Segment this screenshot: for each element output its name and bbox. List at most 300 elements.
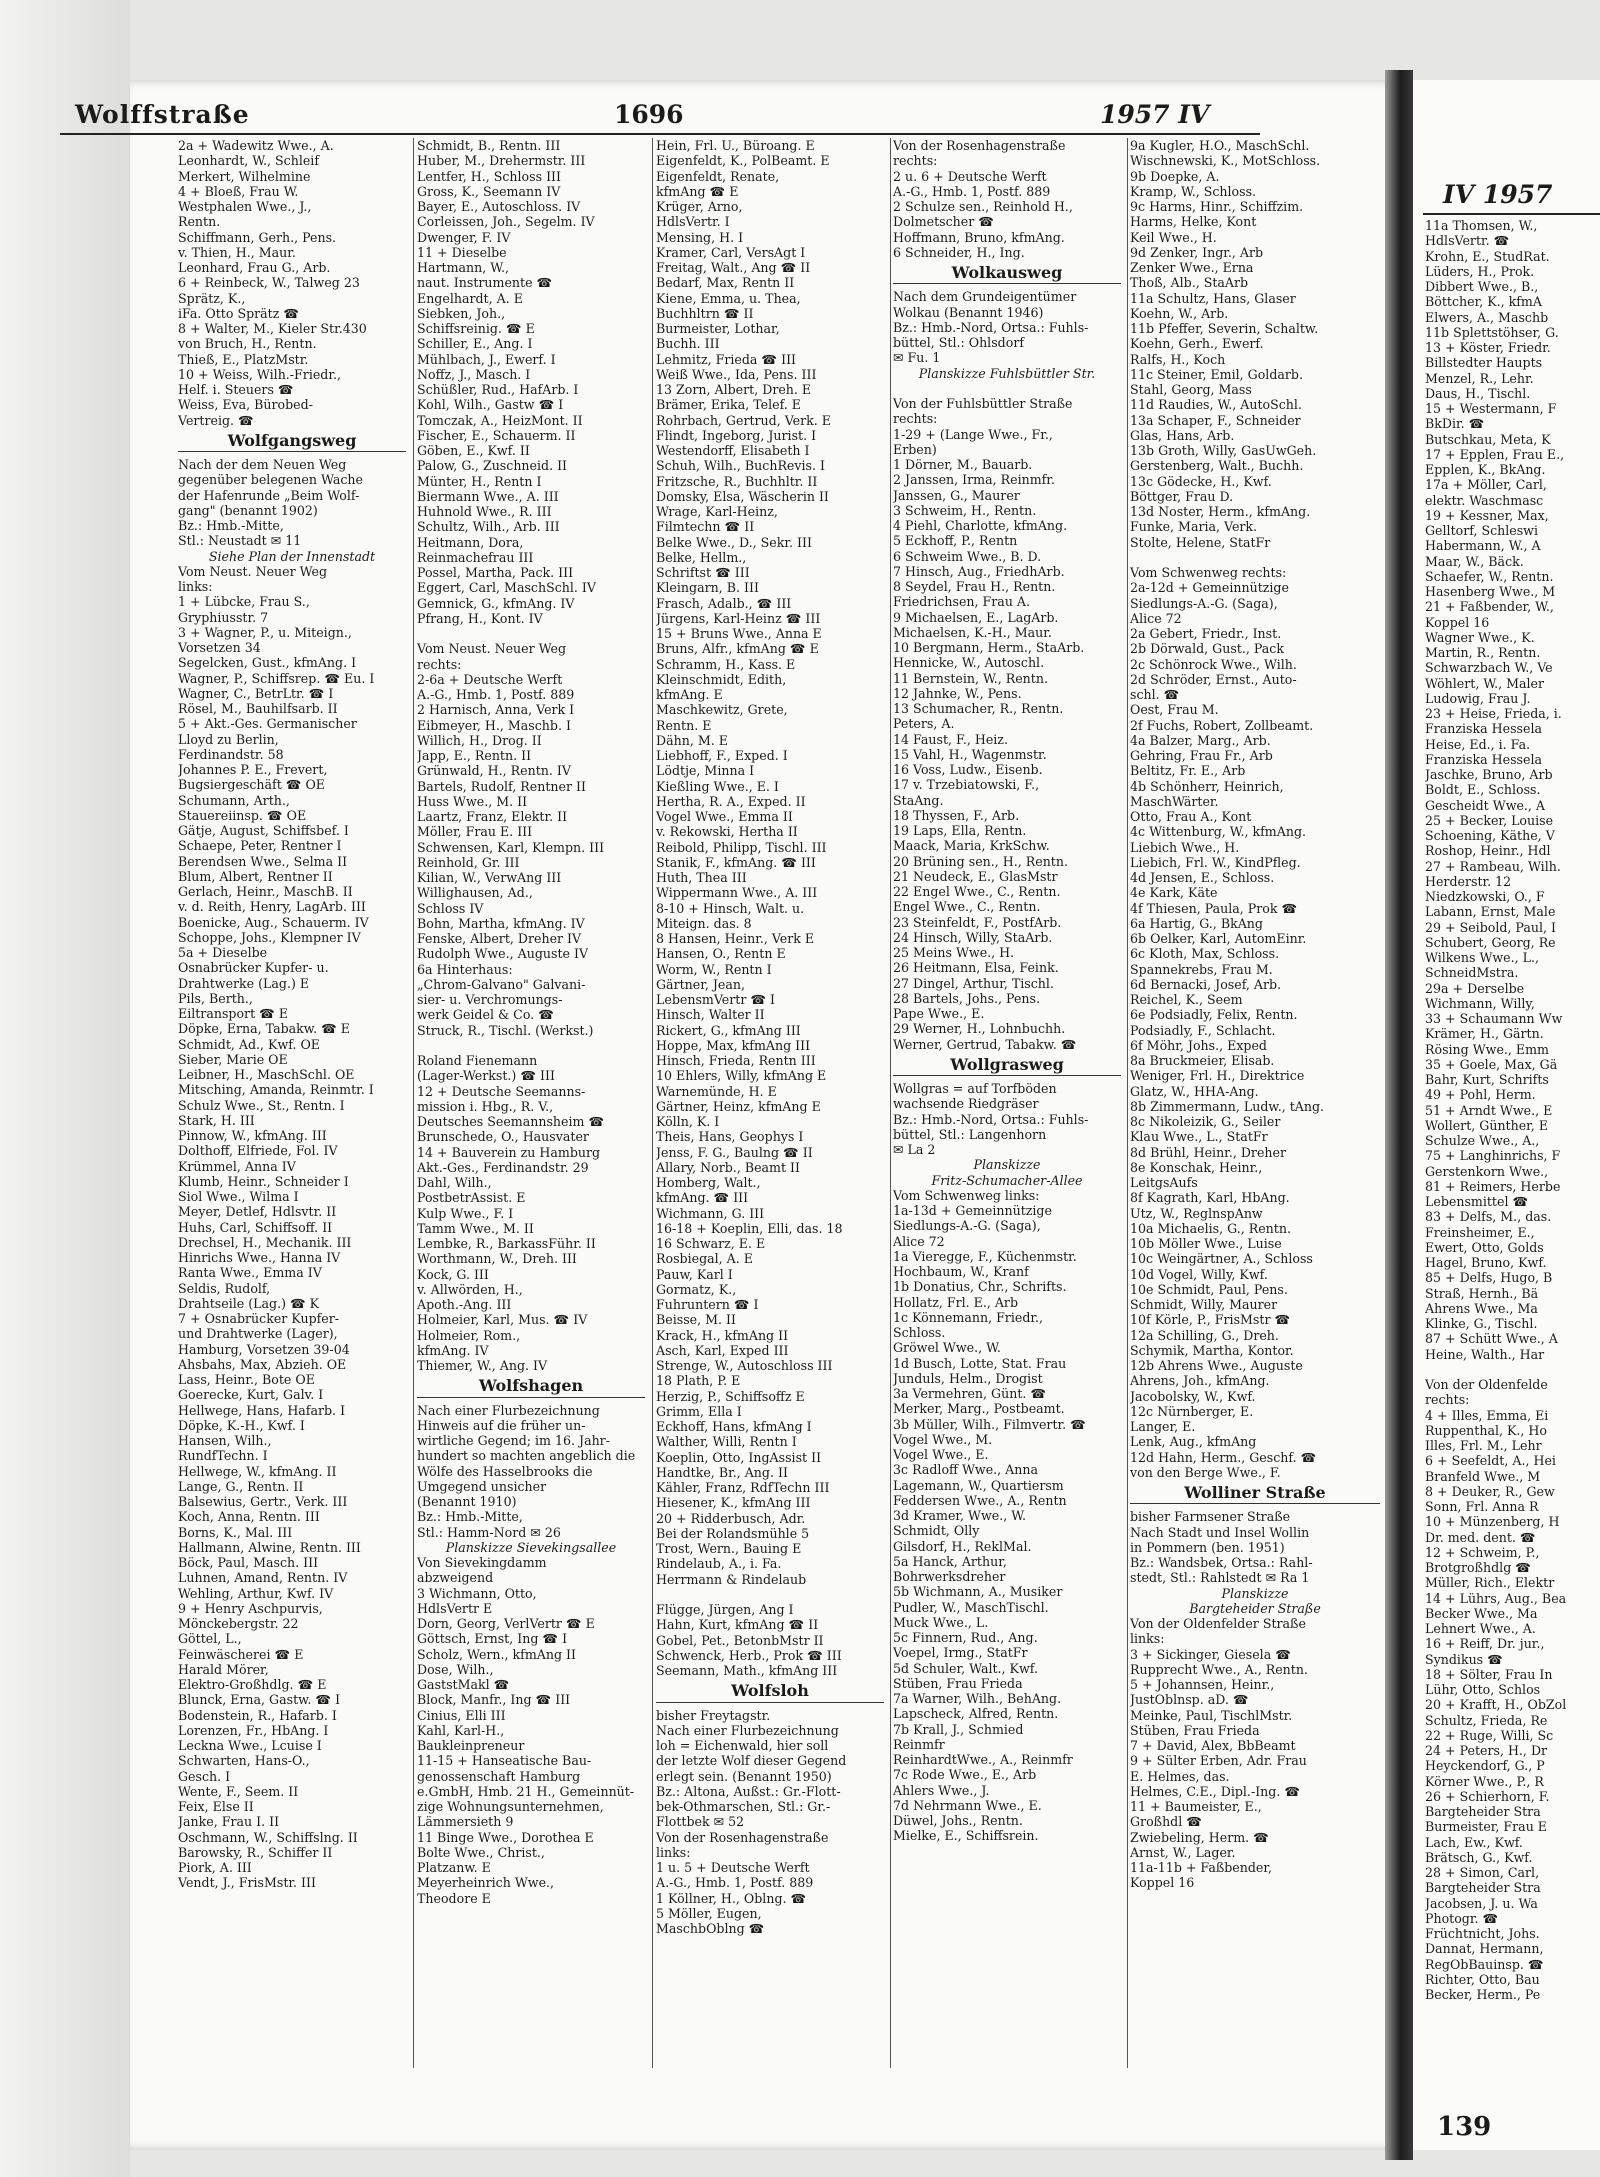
directory-entry: Flottbek ✉ 52 bbox=[656, 1814, 745, 1830]
directory-entry: Tomczak, A., HeizMont. II bbox=[417, 412, 583, 428]
directory-entry: 81 + Reimers, Herbe bbox=[1425, 1178, 1561, 1194]
directory-entry: Schmidt, B., Rentn. III bbox=[417, 138, 561, 153]
directory-entry: Herrmann & Rindelaub bbox=[656, 1571, 807, 1587]
directory-entry: loh = Eichenwald, hier soll bbox=[656, 1738, 829, 1753]
directory-entry: Blunck, Erna, Gastw. ☎ I bbox=[178, 1692, 341, 1708]
directory-entry: Gryphiusstr. 7 bbox=[178, 609, 269, 625]
directory-entry: Stüben, Frau Frieda bbox=[893, 1675, 1023, 1691]
directory-entry: Menzel, R., Lehr. bbox=[1425, 370, 1534, 386]
directory-entry: 12a Schilling, G., Dreh. bbox=[1130, 1327, 1279, 1343]
map-reference: Bargteheider Straße bbox=[1189, 1600, 1321, 1616]
directory-entry: 85 + Delfs, Hugo, B bbox=[1425, 1270, 1553, 1286]
directory-entry: Nach einer Flurbezeichnung bbox=[656, 1722, 839, 1738]
directory-entry: Kiene, Emma, u. Thea, bbox=[656, 290, 801, 306]
directory-entry: Zenker Wwe., Erna bbox=[1130, 260, 1254, 275]
directory-entry: 2a + Wadewitz Wwe., A. bbox=[178, 138, 334, 153]
directory-entry: Werner, Gertrud, Tabakw. ☎ bbox=[893, 1036, 1077, 1052]
directory-entry: Dose, Wilh., bbox=[417, 1661, 494, 1677]
directory-entry: 7c Rode Wwe., E., Arb bbox=[893, 1767, 1037, 1783]
directory-entry: Bz.: Hmb.-Nord, Ortsa.: Fuhls- bbox=[893, 319, 1089, 335]
directory-entry: 4e Kark, Käte bbox=[1130, 885, 1218, 901]
directory-entry: 2c Schönrock Wwe., Wilh. bbox=[1130, 656, 1297, 672]
directory-entry: gang" (benannt 1902) bbox=[178, 502, 318, 518]
column-divider bbox=[413, 138, 414, 2068]
directory-entry: abzweigend bbox=[417, 1570, 494, 1586]
directory-entry: Gerstenkorn Wwe., bbox=[1425, 1163, 1549, 1179]
directory-entry: Siol Wwe., Wilma I bbox=[178, 1189, 299, 1204]
directory-entry: rechts: bbox=[893, 153, 938, 169]
directory-entry: 11b Splettstöhser, G. bbox=[1425, 324, 1559, 340]
directory-entry: 2a Gebert, Friedr., Inst. bbox=[1130, 626, 1282, 641]
directory-entry: Dr. med. dent. ☎ bbox=[1425, 1529, 1536, 1545]
directory-entry: 28 Bartels, Johs., Pens. bbox=[893, 990, 1040, 1006]
directory-entry: Nach der dem Neuen Weg bbox=[178, 457, 347, 472]
directory-entry: Ranta Wwe., Emma IV bbox=[178, 1265, 322, 1281]
directory-entry: Labann, Ernst, Male bbox=[1425, 904, 1556, 920]
directory-entry: Gehring, Frau Fr., Arb bbox=[1130, 748, 1273, 763]
directory-entry: Von der Rosenhagenstraße bbox=[656, 1829, 829, 1845]
directory-entry: Stl.: Hamm-Nord ✉ 26 bbox=[417, 1524, 561, 1540]
directory-entry: (Benannt 1910) bbox=[417, 1494, 517, 1509]
directory-entry: Maack, Maria, KrkSchw. bbox=[893, 838, 1050, 854]
directory-entry: Belke Wwe., D., Sekr. III bbox=[656, 534, 812, 550]
directory-entry: Wagner, P., Schiffsrep. ☎ Eu. I bbox=[178, 670, 375, 686]
directory-entry: Hasenberg Wwe., M bbox=[1425, 584, 1556, 599]
directory-entry: 21 + Faßbender, W., bbox=[1425, 599, 1554, 615]
directory-entry: Theodore E bbox=[417, 1890, 491, 1906]
directory-entry: Butschkau, Meta, K bbox=[1425, 431, 1551, 447]
directory-entry: Eggert, Carl, MaschSchl. IV bbox=[417, 580, 596, 596]
directory-entry: Branfeld Wwe., M bbox=[1425, 1468, 1541, 1484]
directory-entry: Gärtner, Heinz, kfmAng E bbox=[656, 1098, 821, 1114]
directory-entry: 12 Jahnke, W., Pens. bbox=[893, 685, 1022, 701]
directory-entry: Lange, G., Rentn. II bbox=[178, 1478, 304, 1494]
directory-entry: Seldis, Rudolf, bbox=[178, 1280, 271, 1296]
directory-entry: Bugsiergeschäft ☎ OE bbox=[178, 777, 325, 793]
directory-entry: Beisse, M. II bbox=[656, 1312, 736, 1328]
directory-entry: Wolkau (Benannt 1946) bbox=[893, 304, 1044, 320]
directory-entry: Lentfer, H., Schloss III bbox=[417, 168, 561, 184]
directory-entry: links: bbox=[656, 1844, 691, 1860]
directory-entry: Helf. i. Steuers ☎ bbox=[178, 382, 294, 397]
directory-entry: Gerstenberg, Walt., Buchh. bbox=[1130, 458, 1304, 474]
directory-entry: 10 + Weiss, Wilh.-Friedr., bbox=[178, 366, 342, 382]
directory-entry: Lämmersieth 9 bbox=[417, 1814, 514, 1830]
directory-entry: Burmeister, Lothar, bbox=[656, 321, 780, 336]
directory-entry: Dolmetscher ☎ bbox=[893, 214, 994, 230]
directory-entry: Stl.: Neustadt ✉ 11 bbox=[178, 533, 302, 549]
directory-entry: Schramm, H., Kass. E bbox=[656, 656, 796, 672]
directory-entry: 11d Raudies, W., AutoSchl. bbox=[1130, 397, 1302, 413]
directory-entry: Schriftst ☎ III bbox=[656, 565, 750, 580]
directory-entry: Spannekrebs, Frau M. bbox=[1130, 961, 1273, 977]
directory-entry: Möller, Frau E. III bbox=[417, 824, 533, 840]
directory-entry: Mensing, H. I bbox=[656, 229, 744, 245]
directory-entry: rechts: bbox=[893, 411, 938, 427]
directory-entry: 5a Hanck, Arthur, bbox=[893, 1553, 1007, 1569]
directory-entry: Mielke, E., Schiffsrein. bbox=[893, 1828, 1039, 1844]
directory-entry: 8-10 + Hinsch, Walt. u. bbox=[656, 900, 805, 916]
directory-entry: 29 Werner, H., Lohnbuchh. bbox=[893, 1021, 1066, 1037]
directory-entry: 29 + Seibold, Paul, I bbox=[1425, 919, 1556, 935]
directory-entry: Thiemer, W., Ang. IV bbox=[417, 1358, 548, 1373]
directory-entry: Seemann, Math., kfmAng III bbox=[656, 1663, 838, 1678]
directory-entry: Brotgroßhdlg ☎ bbox=[1425, 1560, 1531, 1575]
directory-entry: Weniger, Frl. H., Direktrice bbox=[1130, 1068, 1305, 1084]
directory-entry: Harald Mörer, bbox=[178, 1661, 269, 1677]
column-divider bbox=[652, 138, 653, 2068]
scan-gutter bbox=[0, 0, 130, 2177]
directory-entry: 9c Harms, Hinr., Schiffzim. bbox=[1130, 199, 1304, 214]
directory-entry: Leibner, H., MaschSchl. OE bbox=[178, 1067, 355, 1082]
directory-entry: 3d Kramer, Wwe., W. bbox=[893, 1508, 1026, 1523]
directory-entry: Hennicke, W., Autoschl. bbox=[893, 655, 1045, 671]
directory-entry: 6 + Seefeldt, A., Hei bbox=[1425, 1453, 1556, 1469]
directory-entry: Hoppe, Max, kfmAng III bbox=[656, 1037, 811, 1053]
street-section-heading: Wolfsloh bbox=[656, 1683, 884, 1702]
directory-entry: links: bbox=[1130, 1631, 1165, 1647]
directory-entry: Bahr, Kurt, Schrifts bbox=[1425, 1072, 1549, 1087]
directory-entry: Wollgras = auf Torfböden bbox=[893, 1081, 1057, 1096]
directory-entry: Ewert, Otto, Golds bbox=[1425, 1239, 1544, 1255]
directory-entry: Thoß, Alb., StaArb bbox=[1130, 275, 1249, 291]
directory-entry: Deutsches Seemannsheim ☎ bbox=[417, 1114, 605, 1129]
directory-entry: 26 + Schierhorn, F. bbox=[1425, 1788, 1550, 1804]
directory-entry: Bei der Rolandsmühle 5 bbox=[656, 1525, 810, 1541]
directory-entry: 6 Schweim Wwe., B. D. bbox=[893, 548, 1042, 564]
directory-entry: 13d Noster, Herm., kfmAng. bbox=[1130, 504, 1311, 519]
directory-entry: Freitag, Walt., Ang ☎ II bbox=[656, 260, 811, 275]
directory-entry: Lüders, H., Prok. bbox=[1425, 263, 1535, 279]
directory-entry: Stark, H. III bbox=[178, 1112, 255, 1128]
directory-entry: Homberg, Walt., bbox=[656, 1175, 761, 1190]
directory-entry: 19 Laps, Ella, Rentn. bbox=[893, 823, 1027, 838]
directory-entry: büttel, Stl.: Ohlsdorf bbox=[893, 335, 1024, 350]
directory-entry: Possel, Martha, Pack. III bbox=[417, 565, 574, 580]
directory-entry: Balsewius, Gertr., Verk. III bbox=[178, 1494, 348, 1509]
directory-entry: Krack, H., kfmAng II bbox=[656, 1327, 789, 1343]
directory-entry: Kleingarn, B. III bbox=[656, 580, 759, 596]
directory-entry: Wöhlert, W., Maler bbox=[1425, 675, 1545, 691]
directory-entry: 18 Plath, P. E bbox=[656, 1373, 741, 1389]
directory-entry: Roland Fienemann bbox=[417, 1053, 538, 1068]
directory-entry: Daus, H., Tischl. bbox=[1425, 385, 1531, 401]
directory-entry: 7b Krall, J., Schmied bbox=[893, 1721, 1024, 1737]
directory-entry: Schymik, Martha, Kontor. bbox=[1130, 1342, 1294, 1358]
directory-entry: 17 + Epplen, Frau E., bbox=[1425, 446, 1565, 462]
directory-entry: 4c Wittenburg, W., kfmAng. bbox=[1130, 824, 1307, 840]
directory-entry: Gormatz, K., bbox=[656, 1281, 737, 1297]
directory-entry: Wippermann Wwe., A. III bbox=[656, 885, 818, 901]
directory-entry: „Chrom-Galvano" Galvani- bbox=[417, 976, 586, 992]
directory-entry: Gärtner, Jean, bbox=[656, 976, 745, 992]
directory-entry: Hein, Frl. U., Büroang. E bbox=[656, 138, 815, 153]
map-reference: Siehe Plan der Innenstadt bbox=[208, 548, 376, 564]
directory-entry: 4f Thiesen, Paula, Prok ☎ bbox=[1130, 900, 1298, 916]
directory-entry: Bz.: Altona, Außst.: Gr.-Flott- bbox=[656, 1783, 841, 1799]
directory-entry: bek-Othmarschen, Stl.: Gr.- bbox=[656, 1799, 831, 1814]
directory-entry: 6 Schneider, H., Ing. bbox=[893, 244, 1025, 260]
directory-entry: Herderstr. 12 bbox=[1425, 873, 1512, 889]
directory-entry: Münter, H., Rentn I bbox=[417, 473, 542, 489]
directory-entry: Palow, G., Zuschneid. II bbox=[417, 458, 568, 474]
directory-entry: Brätsch, G., Kwf. bbox=[1425, 1849, 1533, 1865]
directory-entry: in Pommern (ben. 1951) bbox=[1130, 1539, 1285, 1555]
directory-entry: 9b Doepke, A. bbox=[1130, 168, 1220, 184]
directory-entry: Platzanw. E bbox=[417, 1860, 491, 1875]
directory-entry: Stanik, F., kfmAng. ☎ III bbox=[656, 854, 816, 870]
directory-entry: 33 + Schaumann Ww bbox=[1425, 1011, 1563, 1026]
directory-entry: Rentn. bbox=[178, 214, 221, 230]
directory-entry: Düwel, Johs., Rentn. bbox=[893, 1813, 1023, 1828]
directory-entry: Flindt, Ingeborg, Jurist. I bbox=[656, 427, 817, 443]
directory-entry: Berendsen Wwe., Selma II bbox=[178, 853, 348, 869]
directory-entry: Franziska Hessela bbox=[1425, 721, 1542, 737]
directory-entry: 24 + Peters, H., Dr bbox=[1425, 1743, 1548, 1758]
spacer bbox=[1425, 1362, 1600, 1377]
directory-entry: rechts: bbox=[1425, 1392, 1470, 1408]
directory-entry: Krämer, H., Gärtn. bbox=[1425, 1026, 1544, 1042]
directory-entry: 22 + Ruge, Willi, Sc bbox=[1425, 1727, 1554, 1743]
directory-entry: 5a + Dieselbe bbox=[178, 945, 268, 960]
directory-entry: Heitmann, Dora, bbox=[417, 534, 524, 550]
directory-entry: Schultz, Wilh., Arb. III bbox=[417, 519, 560, 535]
directory-entry: Wrage, Karl-Heinz, bbox=[656, 504, 778, 519]
directory-entry: Baukleinpreneur bbox=[417, 1738, 525, 1753]
directory-entry: Drahtwerke (Lag.) E bbox=[178, 975, 310, 991]
directory-entry: Sprätz, K., bbox=[178, 290, 246, 306]
directory-entry: LebensmVertr ☎ I bbox=[656, 992, 776, 1007]
directory-entry: schl. ☎ bbox=[1130, 687, 1180, 702]
directory-entry: Luhnen, Amand, Rentn. IV bbox=[178, 1570, 348, 1586]
directory-entry: erlegt sein. (Benannt 1950) bbox=[656, 1768, 832, 1784]
directory-entry: elektr. Waschmasc bbox=[1425, 492, 1544, 508]
directory-entry: 13 + Köster, Friedr. bbox=[1425, 340, 1551, 355]
spacer bbox=[417, 1038, 645, 1053]
directory-entry: Bohn, Martha, kfmAng. IV bbox=[417, 915, 585, 931]
directory-entry: 1a-13d + Gemeinnützige bbox=[893, 1203, 1052, 1218]
directory-entry: Thieß, E., PlatzMstr. bbox=[178, 351, 309, 367]
directory-entry: Utz, W., ReglnspAnw bbox=[1130, 1205, 1263, 1221]
directory-entry: Junduls, Helm., Drogist bbox=[893, 1370, 1043, 1386]
directory-entry: 13 Zorn, Albert, Dreh. E bbox=[656, 382, 812, 397]
directory-entry: Von Sievekingdamm bbox=[417, 1555, 547, 1570]
directory-entry: Keil Wwe., H. bbox=[1130, 229, 1217, 245]
directory-entry: Leonhardt, W., Schleif bbox=[178, 153, 319, 169]
directory-entry: Brunschede, O., Hausvater bbox=[417, 1129, 589, 1145]
directory-entry: Wölfe des Hasselbrooks die bbox=[417, 1463, 593, 1479]
directory-entry: Lorenzen, Fr., HbAng. I bbox=[178, 1722, 329, 1738]
directory-entry: Bedarf, Max, Rentn II bbox=[656, 275, 795, 291]
directory-entry: Kohl, Wilh., Gastw ☎ I bbox=[417, 397, 564, 413]
directory-entry: HdlsVertr E bbox=[417, 1600, 493, 1616]
column-divider bbox=[1127, 138, 1128, 2068]
directory-entry: Bodenstein, R., Hafarb. I bbox=[178, 1707, 337, 1723]
directory-entry: Walther, Willi, Rentn I bbox=[656, 1434, 797, 1450]
directory-entry: 17 v. Trzebiatowski, F., bbox=[893, 777, 1040, 793]
directory-entry: Schloss IV bbox=[417, 900, 484, 916]
directory-entry: 10 Bergmann, Herm., StaArb. bbox=[893, 640, 1085, 655]
directory-entry: 10d Vogel, Willy, Kwf. bbox=[1130, 1266, 1268, 1282]
directory-entry: hundert so machten angeblich die bbox=[417, 1448, 636, 1464]
directory-entry: 6a Hartig, G., BkAng bbox=[1130, 915, 1263, 931]
directory-entry: Merker, Marg., Postbeamt. bbox=[893, 1401, 1065, 1417]
directory-entry: Lass, Heinr., Bote OE bbox=[178, 1372, 315, 1387]
directory-entry: Hertha, R. A., Exped. II bbox=[656, 793, 806, 809]
directory-entry: Vom Neust. Neuer Weg bbox=[178, 563, 328, 579]
directory-entry: SchneidMstra. bbox=[1425, 965, 1519, 981]
directory-entry: Lenk, Aug., kfmAng bbox=[1130, 1434, 1257, 1450]
directory-entry: kfmAng. IV bbox=[417, 1342, 489, 1358]
map-reference: Planskizze bbox=[1221, 1585, 1289, 1601]
directory-entry: Flügge, Jürgen, Ang I bbox=[656, 1602, 794, 1617]
directory-entry: Ludowig, Frau J. bbox=[1425, 690, 1531, 706]
directory-entry: Glas, Hans, Arb. bbox=[1130, 427, 1235, 443]
directory-entry: 1 + Lübcke, Frau S., bbox=[178, 594, 310, 610]
facing-header: IV 1957 bbox=[1443, 180, 1553, 209]
directory-entry: 51 + Arndt Wwe., E bbox=[1425, 1102, 1553, 1118]
directory-entry: 13b Groth, Willy, GasUwGeh. bbox=[1130, 443, 1317, 458]
directory-entry: Ahlers Wwe., J. bbox=[893, 1782, 990, 1798]
directory-entry: Jürgens, Karl-Heinz ☎ III bbox=[656, 610, 821, 626]
directory-entry: LeitgsAufs bbox=[1130, 1175, 1198, 1190]
directory-entry: Pudler, W., MaschTischl. bbox=[893, 1599, 1049, 1615]
directory-entry: Miteign. das. 8 bbox=[656, 915, 752, 931]
directory-entry: naut. Instrumente ☎ bbox=[417, 275, 553, 291]
directory-entry: ✉ Fu. 1 bbox=[893, 350, 941, 366]
directory-entry: v. Rekowski, Hertha II bbox=[656, 824, 798, 840]
street-section-heading: Wollgrasweg bbox=[893, 1057, 1121, 1076]
directory-entry: mission i. Hbg., R. V., bbox=[417, 1098, 554, 1114]
directory-entry: Funke, Maria, Verk. bbox=[1130, 519, 1258, 535]
directory-entry: Heyckendorf, G., P bbox=[1425, 1758, 1545, 1774]
directory-entry: Syndikus ☎ bbox=[1425, 1651, 1503, 1667]
header-rule bbox=[60, 133, 1260, 135]
facing-listing-column bbox=[1425, 218, 1600, 2002]
directory-entry: Hinrichs Wwe., Hanna IV bbox=[178, 1250, 341, 1265]
directory-entry: Böck, Paul, Masch. III bbox=[178, 1555, 319, 1570]
directory-entry: 5b Wichmann, A., Musiker bbox=[893, 1584, 1063, 1600]
directory-entry: Schloss. bbox=[893, 1325, 946, 1340]
directory-entry: Göben, E., Kwf. II bbox=[417, 443, 530, 458]
directory-entry: Hellwege, W., kfmAng. II bbox=[178, 1463, 337, 1479]
directory-entry: 2 u. 6 + Deutsche Werft bbox=[893, 168, 1047, 184]
directory-entry: Lembke, R., BarkassFühr. II bbox=[417, 1236, 596, 1251]
directory-entry: Schiffsreinig. ☎ E bbox=[417, 321, 535, 336]
directory-entry: Huth, Thea III bbox=[656, 870, 747, 885]
directory-entry: 4 + Illes, Emma, Ei bbox=[1425, 1407, 1549, 1423]
directory-entry: Schaefer, W., Rentn. bbox=[1425, 568, 1554, 584]
directory-entry: 11a-11b + Faßbender, bbox=[1130, 1860, 1273, 1875]
directory-entry: 10 + Münzenberg, H bbox=[1425, 1514, 1560, 1530]
directory-entry: Rösing Wwe., Emm bbox=[1425, 1041, 1549, 1057]
directory-entry: der letzte Wolf dieser Gegend bbox=[656, 1753, 847, 1769]
directory-entry: Huss Wwe., M. II bbox=[417, 793, 528, 809]
directory-entry: Kölln, K. I bbox=[656, 1114, 720, 1129]
directory-entry: Schaepe, Peter, Rentner I bbox=[178, 838, 342, 854]
directory-entry: Reinmachefrau III bbox=[417, 549, 534, 565]
directory-entry: Grimm, Ella I bbox=[656, 1403, 742, 1419]
directory-entry: links: bbox=[178, 579, 213, 594]
directory-entry: Becker, Herm., Pe bbox=[1425, 1987, 1541, 2002]
directory-entry: Jenss, F. G., Baulng ☎ II bbox=[656, 1144, 813, 1160]
facing-header-rule bbox=[1423, 213, 1600, 215]
directory-entry: ReinhardtWwe., A., Reinmfr bbox=[893, 1752, 1073, 1767]
directory-entry: Eigenfeldt, Renate, bbox=[656, 168, 780, 184]
directory-entry: Huhnold Wwe., R. III bbox=[417, 504, 552, 519]
directory-entry: 8e Konschak, Heinr., bbox=[1130, 1159, 1263, 1175]
directory-entry: 9 Michaelsen, E., LagArb. bbox=[893, 609, 1059, 625]
listing-column-4 bbox=[893, 138, 1121, 2068]
facing-page-number: 139 bbox=[1437, 2112, 1492, 2142]
directory-entry: 1c Könnemann, Friedr., bbox=[893, 1309, 1044, 1325]
directory-entry: Gelltorf, Schleswi bbox=[1425, 523, 1538, 538]
directory-entry: Huhs, Carl, Schiffsoff. II bbox=[178, 1219, 333, 1235]
directory-entry: Bargteheider Stra bbox=[1425, 1880, 1541, 1896]
directory-entry: 6d Bernacki, Josef, Arb. bbox=[1130, 976, 1282, 992]
directory-entry: Schulze Wwe., A., bbox=[1425, 1133, 1540, 1148]
directory-entry: Siebken, Joh., bbox=[417, 305, 506, 321]
facing-page bbox=[1413, 80, 1600, 2150]
directory-entry: 8 + Walter, M., Kieler Str.430 bbox=[178, 321, 367, 336]
directory-entry: 27 Dingel, Arthur, Tischl. bbox=[893, 975, 1054, 991]
directory-entry: Kramp, W., Schloss. bbox=[1130, 183, 1257, 199]
directory-entry: Otto, Frau A., Kont bbox=[1130, 809, 1252, 824]
directory-entry: Heise, Ed., i. Fa. bbox=[1425, 736, 1531, 752]
directory-entry: büttel, Stl.: Langenhorn bbox=[893, 1126, 1047, 1142]
directory-entry: 14 + Lührs, Aug., Bea bbox=[1425, 1590, 1567, 1606]
directory-entry: 13c Gödecke, H., Kwf. bbox=[1130, 473, 1272, 489]
directory-entry: Koppel 16 bbox=[1425, 614, 1490, 630]
directory-entry: Gröwel Wwe., W. bbox=[893, 1340, 1001, 1356]
directory-entry: 1d Busch, Lotte, Stat. Frau bbox=[893, 1355, 1067, 1371]
directory-entry: Struck, R., Tischl. (Werkst.) bbox=[417, 1022, 594, 1038]
directory-entry: Michaelsen, K.-H., Maur. bbox=[893, 624, 1052, 640]
column-divider bbox=[890, 138, 891, 2068]
directory-entry: RundfTechn. I bbox=[178, 1448, 268, 1464]
directory-entry: Klinke, G., Tischl. bbox=[1425, 1316, 1538, 1331]
directory-entry: Kahl, Karl-H., bbox=[417, 1722, 505, 1738]
directory-entry: Schwensen, Karl, Klempn. III bbox=[417, 839, 605, 855]
directory-entry: Schubert, Georg, Re bbox=[1425, 934, 1556, 950]
directory-entry: 2-6a + Deutsche Werft bbox=[417, 671, 563, 687]
directory-entry: 3a Vermehren, Günt. ☎ bbox=[893, 1386, 1047, 1401]
directory-entry: Dwenger, F. IV bbox=[417, 229, 511, 245]
directory-entry: Hansen, O., Rentn E bbox=[656, 946, 786, 962]
directory-entry: 4 + Bloeß, Frau W. bbox=[178, 183, 299, 199]
directory-entry: wachsende Riedgräser bbox=[893, 1096, 1039, 1112]
directory-entry: MaschWärter. bbox=[1130, 793, 1219, 809]
directory-entry: Helmes, C.E., Dipl.-Ing. ☎ bbox=[1130, 1783, 1301, 1799]
directory-entry: Göttsch, Ernst, Ing ☎ I bbox=[417, 1631, 568, 1647]
directory-entry: 10a Michaelis, G., Rentn. bbox=[1130, 1220, 1291, 1236]
street-section-heading: Wolfgangsweg bbox=[178, 433, 406, 452]
directory-entry: Schiller, E., Ang. I bbox=[417, 336, 533, 352]
street-section-heading: Wolfshagen bbox=[417, 1378, 645, 1397]
directory-entry: Lebensmittel ☎ bbox=[1425, 1194, 1529, 1209]
directory-entry: 2b Dörwald, Gust., Pack bbox=[1130, 641, 1284, 657]
directory-entry: Körner Wwe., P., R bbox=[1425, 1773, 1544, 1789]
directory-entry: (Lager-Werkst.) ☎ III bbox=[417, 1068, 555, 1084]
directory-entry: 18 Thyssen, F., Arb. bbox=[893, 807, 1020, 823]
directory-entry: 28 + Simon, Carl, bbox=[1425, 1865, 1540, 1880]
directory-entry: 13 Schumacher, R., Rentn. bbox=[893, 701, 1064, 716]
directory-entry: Ahrens, Joh., kfmAng. bbox=[1130, 1373, 1270, 1389]
directory-entry: Böttger, Frau D. bbox=[1130, 488, 1234, 504]
directory-entry: 3 + Sickinger, Giesela ☎ bbox=[1130, 1646, 1291, 1662]
directory-entry: Dähn, M. E bbox=[656, 732, 728, 748]
directory-entry: 3 Schweim, H., Rentn. bbox=[893, 502, 1037, 518]
